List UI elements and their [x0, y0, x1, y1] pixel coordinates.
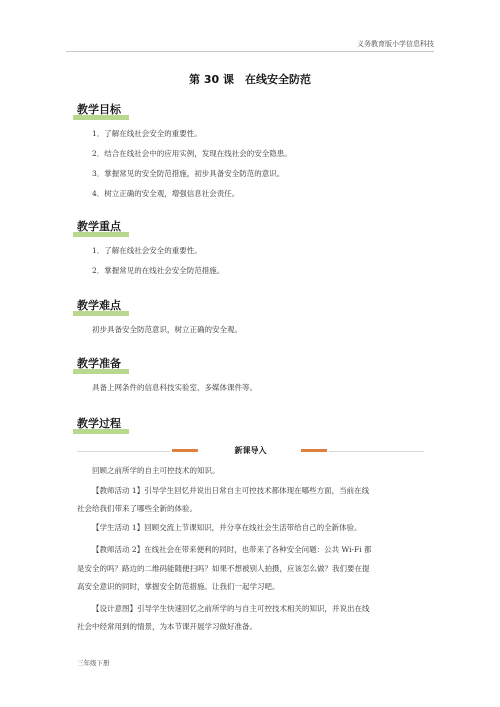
process-line-5: 【教师活动 2】在线社会在带来便利的同时，也带来了各种安全问题：公共 Wi-Fi 都 [92, 545, 372, 554]
heading-text: 教学准备 [77, 357, 121, 370]
process-line-3: 社会给我们带来了哪些全新的体验。 [77, 504, 197, 513]
goal-item-1: 1．了解在线社会安全的重要性。 [92, 129, 202, 138]
heading-text: 教学目标 [77, 103, 121, 116]
preparation-text: 具备上网条件的信息科技实验室、多媒体课件等。 [92, 383, 257, 392]
goal-item-2: 2．结合在线社会中的应用实例，发现在线社会的安全隐患。 [92, 149, 292, 158]
section-heading-goals [77, 101, 121, 117]
section-heading-process [77, 415, 121, 431]
page-title: 第 30 课 在线安全防范 [189, 73, 311, 86]
key-point-item-1: 1．了解在线社会安全的重要性。 [92, 246, 202, 255]
heading-text: 教学重点 [77, 220, 121, 233]
subsection-title: 新课导入 [234, 446, 267, 455]
key-point-item-2: 2．掌握常见的在线社会安全防范措施。 [92, 266, 225, 275]
process-line-4: 【学生活动 1】回顾交流上节课知识，并分享在线社会生活带给自己的全新体验。 [92, 523, 362, 532]
process-line-1: 回顾之前所学的自主可控技术的知识。 [92, 466, 220, 475]
process-line-7: 高安全意识的同时，掌握安全防范措施。让我们一起学习吧。 [77, 582, 280, 591]
heading-text: 教学难点 [77, 299, 121, 312]
section-heading-difficulties [77, 297, 121, 313]
subsection-divider [77, 445, 424, 457]
process-line-8: 【设计意图】引导学生快速回忆之前所学的与自主可控技术相关的知识，并说出在线 [92, 604, 370, 613]
divider-line-right [329, 451, 424, 452]
process-line-6: 是安全的吗？路边的二维码能随便扫吗？如果不想被别人拍摄，应该怎么做？我们要在提 [77, 564, 370, 573]
divider-accent-right [301, 449, 327, 452]
difficulties-text: 初步具备安全防范意识，树立正确的安全观。 [92, 325, 242, 334]
section-heading-preparation [77, 355, 121, 371]
goal-item-4: 4．树立正确的安全观，增强信息社会责任。 [92, 189, 240, 198]
goal-item-3: 3．掌握常见的安全防范措施，初步具备安全防范的意识。 [92, 169, 285, 178]
heading-text: 教学过程 [77, 417, 121, 430]
process-line-2: 【教师活动 1】引导学生回忆并说出日常自主可控技术都体现在哪些方面，当前在线 [92, 486, 370, 495]
process-line-9: 社会中经常用到的情景，为本节课开展学习做好准备。 [77, 622, 257, 631]
publisher-header: 义务教育版小学信息科技 [357, 40, 434, 48]
section-heading-key-points [77, 218, 121, 234]
header-divider [66, 51, 434, 52]
footer-grade: 三年级下册 [77, 659, 110, 667]
